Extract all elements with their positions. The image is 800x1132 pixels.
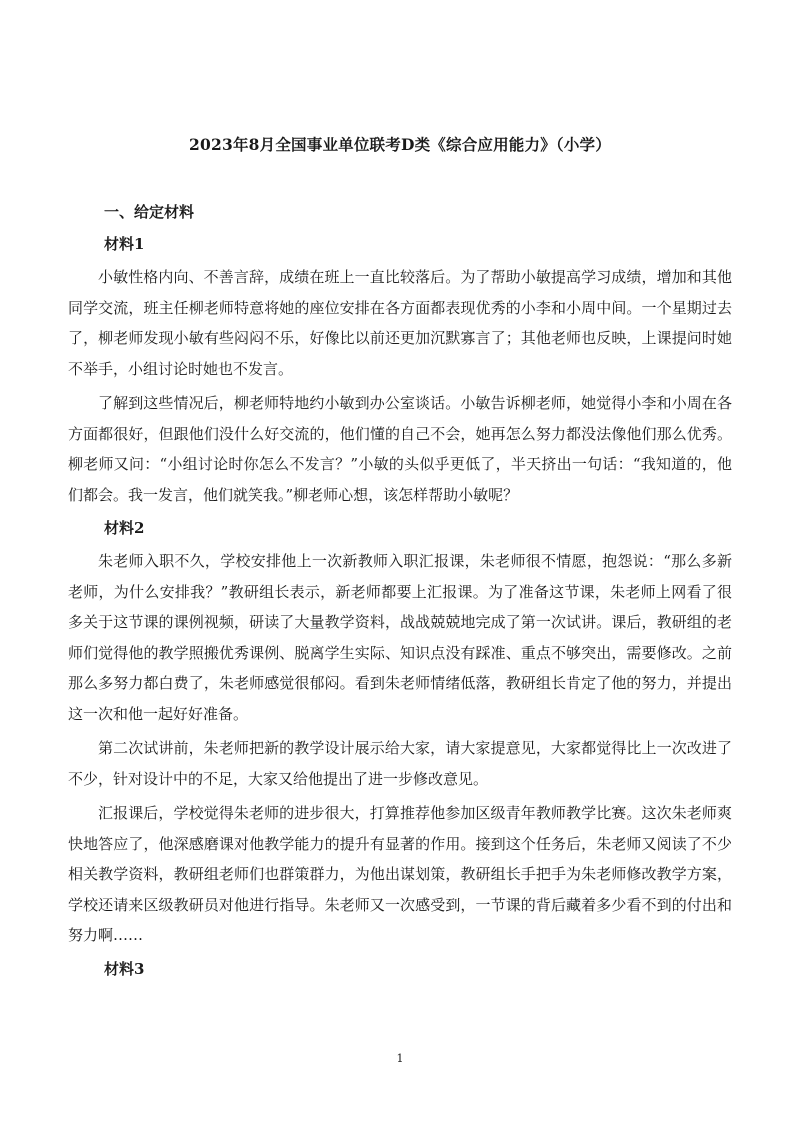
material-2-paragraph-1: 朱老师入职不久，学校安排他上一次新教师入职汇报课，朱老师很不情愿，抱怨说：“那么多新老师，为什么安排我？”教研组长表示，新老师都要上汇报课。为了准备这节课，朱老师上网看了很多关于这节课的课例视频，研读了大量教学资料，战战兢兢地完成了第一次试讲。课后，教研组的老师们觉得他的教学照搬优秀课例、脱离学生实际、知识点没有踩准、重点不够突出，需要修改。之前那么多努力都白费了，朱老师感觉很郁闷。看到朱老师情绪低落，教研组长肯定了他的努力，并提出这一次和他一起好好准备。 — [68, 552, 732, 723]
material-2-heading: 材料2 — [104, 519, 145, 537]
material-1-paragraph-1: 小敏性格内向、不善言辞，成绩在班上一直比较落后。为了帮助小敏提高学习成绩，增加和其他同学交流，班主任柳老师特意将她的座位安排在各方面都表现优秀的小李和小周中间。一个星期过去了，柳老师发现小敏有些闷闷不乐，好像比以前还更加沉默寡言了；其他老师也反映，上课提问时她不举手，小组讨论时她也不发言。 — [68, 268, 732, 378]
section-heading: 一、给定材料 — [104, 203, 195, 221]
page-number: 1 — [396, 1052, 404, 1065]
material-2-paragraph-3: 汇报课后，学校觉得朱老师的进步很大，打算推荐他参加区级青年教师教学比赛。这次朱老师爽快地答应了，他深感磨课对他教学能力的提升有显著的作用。接到这个任务后，朱老师又阅读了不少相关教学资料，教研组老师们也群策群力，为他出谋划策，教研组长手把手为朱老师修改教学方案，学校还请来区级教研员对他进行指导。朱老师又一次感受到，一节课的背后藏着多少看不到的付出和努力啊…… — [68, 804, 732, 944]
material-1-heading: 材料1 — [104, 235, 145, 253]
document-title: 2023年8月全国事业单位联考D类《综合应用能力》（小学） — [189, 135, 611, 154]
material-3-heading: 材料3 — [104, 959, 145, 978]
material-2-paragraph-2: 第二次试讲前，朱老师把新的教学设计展示给大家，请大家提意见，大家都觉得比上一次改进了不少，针对设计中的不足，大家又给他提出了进一步修改意见。 — [68, 739, 732, 788]
material-1-paragraph-2: 了解到这些情况后，柳老师特地约小敏到办公室谈话。小敏告诉柳老师，她觉得小李和小周在各方面都很好，但跟他们没什么好交流的，他们懂的自己不会，她再怎么努力都没法像他们那么优秀。柳老师又问：“小组讨论时你怎么不发言？”小敏的头似乎更低了，半天挤出一句话：“我知道的，他们都会。我一发言，他们就笑我。”柳老师心想，该怎样帮助小敏呢？ — [68, 394, 732, 504]
document-body — [68, 198, 732, 987]
